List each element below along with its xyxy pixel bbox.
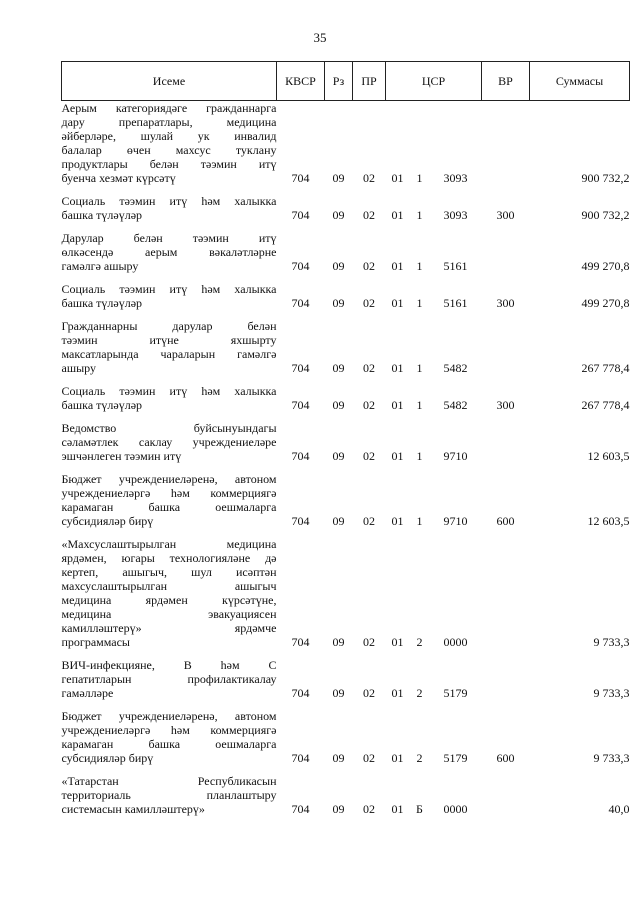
cell-vr: 300	[496, 296, 515, 310]
cell-pr: 02	[363, 208, 375, 222]
name-line: карамаган башка оешмаларга	[61, 737, 277, 751]
cell-pr: 02	[363, 635, 375, 649]
name-line: «Татарстан Республикасын	[61, 774, 277, 788]
cell-csr-code: 9710	[443, 449, 468, 463]
cell-csr-program: 01	[391, 296, 404, 310]
table-row	[62, 472, 630, 528]
cell-name	[62, 658, 277, 700]
name-line: карамаган башка оешмаларга	[61, 500, 277, 514]
header-kvsr: КВСР	[277, 62, 325, 101]
cell-csr-code: 5482	[443, 361, 468, 375]
row-spacer	[62, 412, 630, 421]
cell-csr-program: 01	[391, 751, 404, 765]
cell-csr-subprogram: 2	[416, 686, 423, 700]
cell-rz: 09	[332, 361, 345, 375]
name-line: гамәлләре	[61, 686, 114, 700]
row-spacer-cell	[62, 528, 630, 537]
name-line: махсуслаштырылган ашыгыч	[61, 579, 277, 593]
cell-csr-subprogram: 1	[416, 449, 423, 463]
name-line: әйберләре, шулай ук инвалид	[61, 129, 277, 143]
cell-csr-program: 01	[391, 208, 404, 222]
cell-csr-subprogram: 1	[416, 171, 423, 185]
row-spacer-cell	[62, 765, 630, 774]
row-spacer-cell	[62, 412, 630, 421]
name-line: эшчәнлеген тәэмин итү	[61, 449, 182, 463]
budget-table	[61, 61, 630, 816]
cell-vr	[482, 101, 530, 186]
cell-name	[62, 194, 277, 222]
name-line: медицина эвакуациясен	[61, 607, 277, 621]
row-spacer	[62, 649, 630, 658]
table-row	[62, 658, 630, 700]
cell-csr-subprogram: 2	[416, 635, 423, 649]
row-spacer-cell	[62, 463, 630, 472]
cell-vr	[482, 421, 530, 463]
name-line: гепатитларын профилактикалау	[61, 672, 277, 686]
cell-vr	[482, 774, 530, 816]
cell-csr-subprogram: 1	[416, 514, 423, 528]
cell-csr-code: 5161	[443, 296, 468, 310]
cell-csr-code: 5179	[443, 751, 468, 765]
cell-csr-program: 01	[391, 449, 404, 463]
row-spacer	[62, 463, 630, 472]
cell-rz: 09	[332, 171, 345, 185]
cell-csr-subprogram: 1	[416, 296, 423, 310]
name-line: кертеп, ашыгыч, шул исәптән	[61, 565, 277, 579]
header-name: Исеме	[62, 62, 277, 101]
page-number: 35	[313, 30, 327, 45]
cell-vr: 600	[496, 751, 515, 765]
name-line: территориаль планлаштыру	[61, 788, 277, 802]
cell-vr	[482, 319, 530, 375]
name-line: учреждениеләргә һәм коммерциягә	[61, 723, 277, 737]
row-spacer-cell	[62, 273, 630, 282]
cell-csr-program: 01	[391, 171, 404, 185]
cell-csr-code: 5482	[443, 398, 468, 412]
cell-csr-program: 01	[391, 686, 404, 700]
name-line: буенча хезмәт күрсәтү	[61, 171, 176, 185]
table-row	[62, 194, 630, 222]
row-spacer	[62, 700, 630, 709]
table-row	[62, 101, 630, 186]
cell-rz: 09	[332, 208, 345, 222]
cell-pr: 02	[363, 171, 375, 185]
name-line: камилләштерү» ярдәмче	[61, 621, 277, 635]
header-csr: ЦСР	[386, 62, 482, 101]
table-row	[62, 774, 630, 816]
cell-csr-subprogram: 1	[416, 208, 423, 222]
cell-csr-subprogram: 1	[416, 259, 423, 273]
name-line: Социаль тәэмин итү һәм халыкка	[61, 384, 277, 398]
header-rz: Рз	[325, 62, 353, 101]
cell-csr-code: 0000	[443, 635, 468, 649]
cell-kvsr: 704	[291, 171, 310, 185]
name-line: Социаль тәэмин итү һәм халыкка	[61, 194, 277, 208]
cell-sum: 9 733,3	[593, 686, 630, 700]
cell-csr-code: 5161	[443, 259, 468, 273]
cell-pr: 02	[363, 449, 375, 463]
cell-kvsr: 704	[291, 208, 310, 222]
cell-rz: 09	[332, 635, 345, 649]
cell-vr: 600	[496, 514, 515, 528]
cell-rz: 09	[332, 398, 345, 412]
cell-vr: 300	[496, 208, 515, 222]
cell-rz: 09	[332, 296, 345, 310]
cell-kvsr: 704	[291, 296, 310, 310]
cell-kvsr: 704	[291, 449, 310, 463]
name-line: башка түләүләр	[61, 208, 143, 222]
cell-name	[62, 101, 277, 186]
cell-rz: 09	[332, 259, 345, 273]
cell-name	[62, 384, 277, 412]
name-line: ВИЧ-инфекцияне, В һәм С	[61, 658, 277, 672]
name-line: балалар өчен махсус туклану	[61, 143, 277, 157]
cell-pr: 02	[363, 296, 375, 310]
name-line: Социаль тәэмин итү һәм халыкка	[61, 282, 277, 296]
row-spacer	[62, 310, 630, 319]
cell-sum: 900 732,2	[581, 171, 630, 185]
cell-kvsr: 704	[291, 361, 310, 375]
cell-csr-program: 01	[391, 361, 404, 375]
name-line: программасы	[61, 635, 130, 649]
cell-csr-subprogram: 1	[416, 361, 423, 375]
name-line: дару препаратлары, медицина	[61, 115, 277, 129]
name-line: «Махсуслаштырылган медицина	[61, 537, 277, 551]
cell-name	[62, 421, 277, 463]
cell-rz: 09	[332, 514, 345, 528]
cell-csr-program: 01	[391, 259, 404, 273]
cell-csr-subprogram: Б	[416, 802, 423, 816]
table-body	[62, 101, 630, 817]
cell-pr: 02	[363, 514, 375, 528]
table-row	[62, 709, 630, 765]
name-line: башка түләүләр	[61, 398, 143, 412]
cell-kvsr: 704	[291, 802, 310, 816]
cell-vr: 300	[496, 398, 515, 412]
cell-name	[62, 319, 277, 375]
cell-pr: 02	[363, 802, 375, 816]
cell-csr-code: 3093	[443, 171, 468, 185]
cell-kvsr: 704	[291, 635, 310, 649]
name-line: системасын камилләштерү»	[61, 802, 205, 816]
cell-csr-program: 01	[391, 398, 404, 412]
name-line: Гражданнарны дарулар белән	[61, 319, 277, 333]
header-vr: ВР	[482, 62, 530, 101]
header-sum: Суммасы	[530, 62, 630, 101]
table-row	[62, 231, 630, 273]
row-spacer	[62, 185, 630, 194]
cell-pr: 02	[363, 751, 375, 765]
header-pr: ПР	[353, 62, 386, 101]
cell-csr-code: 3093	[443, 208, 468, 222]
cell-sum: 12 603,5	[587, 514, 630, 528]
name-line: ярдәмен, югары технологияләне дә	[61, 551, 277, 565]
cell-name	[62, 282, 277, 310]
cell-sum: 40,0	[608, 802, 630, 816]
cell-rz: 09	[332, 751, 345, 765]
row-spacer	[62, 222, 630, 231]
name-line: Ведомство буйсынуындагы	[61, 421, 277, 435]
cell-sum: 499 270,8	[581, 296, 630, 310]
cell-csr-subprogram: 1	[416, 398, 423, 412]
cell-pr: 02	[363, 361, 375, 375]
name-line: продуктлары белән тәэмин итү	[61, 157, 277, 171]
cell-sum: 9 733,3	[593, 751, 630, 765]
cell-csr-program: 01	[391, 635, 404, 649]
table-row	[62, 537, 630, 649]
name-line: башка түләүләр	[61, 296, 143, 310]
table-header-row	[62, 62, 630, 101]
cell-name	[62, 537, 277, 649]
cell-vr	[482, 658, 530, 700]
cell-name	[62, 472, 277, 528]
name-line: максатларында чараларын гамәлгә	[61, 347, 277, 361]
row-spacer-cell	[62, 700, 630, 709]
cell-kvsr: 704	[291, 514, 310, 528]
cell-pr: 02	[363, 686, 375, 700]
name-line: учреждениеләргә һәм коммерциягә	[61, 486, 277, 500]
name-line: өлкәсендә аерым вәкаләтләрне	[61, 245, 277, 259]
cell-sum: 12 603,5	[587, 449, 630, 463]
table-row	[62, 421, 630, 463]
row-spacer	[62, 528, 630, 537]
name-line: Аерым категориядәге гражданнарга	[61, 101, 277, 115]
cell-sum: 900 732,2	[581, 208, 630, 222]
name-line: субсидияләр бирү	[61, 514, 154, 528]
name-line: медицина ярдәмен күрсәтүне,	[61, 593, 277, 607]
cell-csr-program: 01	[391, 802, 404, 816]
cell-kvsr: 704	[291, 751, 310, 765]
row-spacer	[62, 765, 630, 774]
cell-vr	[482, 537, 530, 649]
name-line: Бюджет учреждениеләренә, автоном	[61, 472, 277, 486]
cell-csr-subprogram: 2	[416, 751, 423, 765]
cell-name	[62, 774, 277, 816]
name-line: Дарулар белән тәэмин итү	[61, 231, 277, 245]
cell-rz: 09	[332, 449, 345, 463]
name-line: Бюджет учреждениеләренә, автоном	[61, 709, 277, 723]
cell-name	[62, 231, 277, 273]
cell-csr-code: 9710	[443, 514, 468, 528]
cell-csr-code: 0000	[443, 802, 468, 816]
cell-csr-program: 01	[391, 514, 404, 528]
cell-rz: 09	[332, 802, 345, 816]
row-spacer	[62, 273, 630, 282]
row-spacer-cell	[62, 185, 630, 194]
row-spacer-cell	[62, 222, 630, 231]
row-spacer-cell	[62, 375, 630, 384]
name-line: субсидияләр бирү	[61, 751, 154, 765]
cell-rz: 09	[332, 686, 345, 700]
cell-sum: 9 733,3	[593, 635, 630, 649]
cell-pr: 02	[363, 398, 375, 412]
name-line: гамәлгә ашыру	[61, 259, 139, 273]
cell-kvsr: 704	[291, 259, 310, 273]
row-spacer-cell	[62, 649, 630, 658]
cell-sum: 267 778,4	[581, 361, 630, 375]
row-spacer	[62, 375, 630, 384]
name-line: тәэмин итүне яхшырту	[61, 333, 277, 347]
cell-name	[62, 709, 277, 765]
cell-kvsr: 704	[291, 398, 310, 412]
row-spacer-cell	[62, 310, 630, 319]
cell-vr	[482, 231, 530, 273]
table-row	[62, 319, 630, 375]
cell-pr: 02	[363, 259, 375, 273]
table-row	[62, 282, 630, 310]
cell-sum: 267 778,4	[581, 398, 630, 412]
cell-kvsr: 704	[291, 686, 310, 700]
cell-sum: 499 270,8	[581, 259, 630, 273]
table-row	[62, 384, 630, 412]
name-line: сәламәтлек саклау учреждениеләре	[61, 435, 277, 449]
name-line: ашыру	[61, 361, 96, 375]
cell-csr-code: 5179	[443, 686, 468, 700]
